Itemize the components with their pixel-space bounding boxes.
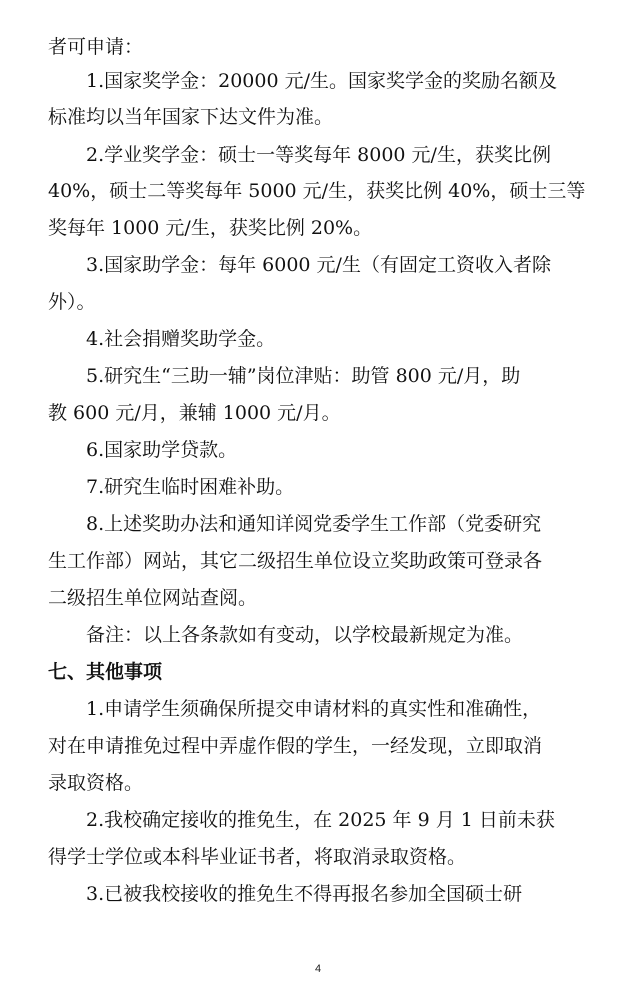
text-line: 4.社会捐赠奖助学金。: [86, 328, 276, 350]
text-line: 3.已被我校接收的推免生不得再报名参加全国硕士研: [86, 883, 523, 905]
text-line: 录取资格。: [48, 772, 144, 794]
section-heading: 七、其他事项: [48, 661, 163, 683]
text-line: 奖每年 1000 元/生，获奖比例 20%。: [48, 217, 373, 239]
text-line: 6.国家助学贷款。: [86, 439, 238, 461]
text-line: 3.国家助学金：每年 6000 元/生（有固定工资收入者除: [86, 254, 551, 276]
text-line: 对在申请推免过程中弄虚作假的学生，一经发现，立即取消: [48, 735, 543, 757]
text-line: 者可申请：: [48, 36, 144, 58]
text-line: 40%，硕士二等奖每年 5000 元/生，获奖比例 40%，硕士三等: [48, 180, 586, 202]
text-line: 2.学业奖学金：硕士一等奖每年 8000 元/生，获奖比例: [86, 144, 551, 166]
text-line: 2.我校确定接收的推免生，在 2025 年 9 月 1 日前未获: [86, 809, 555, 831]
text-line: 8.上述奖助办法和通知详阅党委学生工作部（党委研究: [86, 513, 542, 535]
text-line: 得学士学位或本科毕业证书者，将取消录取资格。: [48, 846, 467, 868]
text-line: 外）。: [48, 291, 96, 313]
text-line: 备注：以上各条款如有变动，以学校最新规定为准。: [86, 624, 524, 646]
text-line: 1.申请学生须确保所提交申请材料的真实性和准确性，: [86, 698, 542, 720]
text-line: 二级招生单位网站查阅。: [48, 587, 258, 609]
text-line: 5.研究生“三助一辅”岗位津贴：助管 800 元/月，助: [86, 365, 521, 387]
text-line: 7.研究生临时困难补助。: [86, 476, 295, 498]
text-line: 标准均以当年国家下达文件为准。: [48, 106, 334, 128]
text-line: 教 600 元/月，兼辅 1000 元/月。: [48, 402, 341, 424]
text-line: 生工作部）网站，其它二级招生单位设立奖助政策可登录各: [48, 550, 543, 572]
page-number: 4: [314, 963, 322, 975]
text-line: 1.国家奖学金：20000 元/生。国家奖学金的奖励名额及: [86, 70, 558, 92]
